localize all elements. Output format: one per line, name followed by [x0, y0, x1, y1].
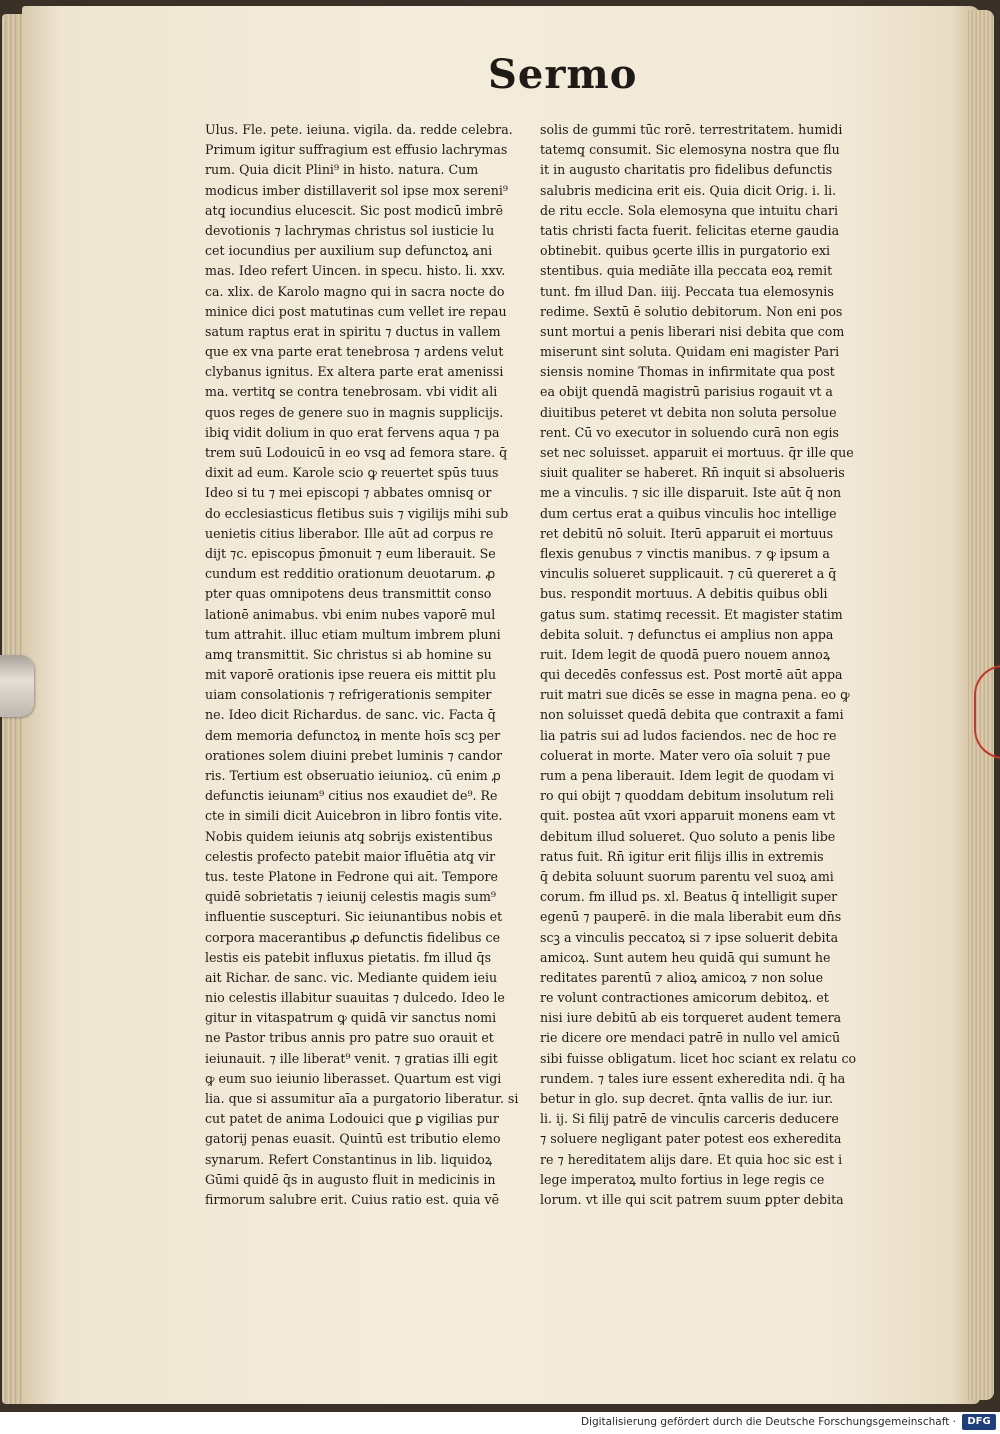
text-line: reditates parentū ⁊ alioꝝ amicoꝝ ⁊ non solue	[540, 969, 824, 985]
red-margin-mark	[974, 665, 1000, 759]
text-line: sibi fuisse obligatum. licet hoc sciant ex relatu co	[540, 1050, 857, 1066]
text-line: ꝙ eum suo ieiunio liberasset. Quartum est vigi	[205, 1070, 502, 1086]
text-line: lege imperatoꝝ multo fortius in lege regis ce	[540, 1171, 825, 1187]
text-line: lationē animabus. vbi enim nubes vaporē mul	[205, 606, 496, 622]
text-line: mas. Ideo refert Uincen. in specu. histo. li. xxv.	[205, 263, 506, 279]
text-line: tus. teste Platone in Fedrone qui ait. Tempore	[205, 868, 498, 884]
text-line: rundem. ⁊ tales iure essent exheredita ndi. q̄ ha	[540, 1070, 846, 1086]
text-line: trem suū Lodouicū in eo vsq̧ ad femora stare. q̄	[205, 445, 508, 460]
text-line: quit. postea aūt vxori apparuit monens eam vt	[540, 808, 836, 824]
text-line: ibiq̧ vidit dolium in quo erat fervens aqua ⁊ pa	[205, 424, 500, 440]
text-line: siuit qualiter se haberet. Rn̄ inquit si absolueris	[540, 465, 845, 481]
text-line: miserunt sint soluta. Quidam eni magister Pari	[540, 344, 840, 360]
text-line: Gūmi quidē q̄s in augusto fluit in medicinis in	[205, 1171, 496, 1187]
left-text-column	[205, 120, 527, 1210]
text-line: redime. Sextū ē solutio debitorum. Non eni pos	[540, 303, 843, 319]
text-line: set nec soluisset. apparuit ei mortuus. q̄r ille que	[540, 445, 854, 460]
text-line: uenietis citius liberabor. Ille aūt ad corpus re	[205, 525, 494, 541]
text-line: scꝫ a vinculis peccatoꝝ si ⁊ ipse soluerit debita	[540, 929, 839, 945]
text-line: pter quas omnipotens deus transmittit conso	[205, 586, 492, 602]
text-line: li. ij. Si filij patrē de vinculis carceris deducere	[540, 1111, 839, 1127]
text-line: nisi iure debitū ab eis torqueret audent temera	[540, 1010, 842, 1026]
text-line: do ecclesiasticus fletibus suis ⁊ vigilijs mihi sub	[205, 505, 509, 521]
text-line: nio celestis illabitur suauitas ⁊ dulcedo. Ideo le	[205, 990, 505, 1006]
text-line: q̄ debita soluunt suorum parentu vel suoꝝ ami	[540, 868, 834, 884]
text-line: non soluisset quedā debita que contraxit a fami	[540, 707, 844, 723]
text-line: ea obijt quendā magistrū parisius rogauit vt a	[540, 384, 833, 400]
text-line: ris. Tertium est obseruatio ieiunioꝝ. cū enim ꝓ	[205, 768, 501, 783]
text-line: salubris medicina erit eis. Quia dicit Orig. i. li.	[540, 182, 837, 198]
text-line: debita soluit. ⁊ defunctus ei amplius non appa	[540, 626, 834, 642]
text-line: gitur in vitaspatrum ꝙ quidā vir sanctus nomi	[205, 1010, 497, 1026]
text-line: corpora macerantibus ꝓ defunctis fidelibus ce	[205, 929, 501, 945]
text-line: celestis profecto patebit maior īfluētia atq̧ vir	[205, 848, 496, 864]
text-line: ⁊ soluere negligant pater potest eos exheredita	[540, 1131, 842, 1147]
text-line: ro qui obijt ⁊ quoddam debitum insolutum reli	[540, 788, 834, 804]
text-line: ret debitū nō soluit. Iterū apparuit ei mortuus	[540, 525, 834, 541]
text-line: rent. Cū vo executor in soluendo curā non egis	[540, 424, 839, 440]
text-line: betur in glo. sup decret. q̄nta vallis de iur. iur.	[540, 1091, 834, 1106]
text-line: ca. xlix. de Karolo magno qui in sacra nocte do	[205, 283, 505, 299]
text-line: cte in simili dicit Auicebron in libro fontis vite.	[205, 808, 503, 824]
text-line: lia. que si assumitur aīa a purgatorio liberatur. si	[205, 1091, 519, 1106]
text-line: amq̧ transmittit. Sic christus si ab homine su	[205, 646, 492, 662]
text-line: ruit. Idem legit de quodā puero nouem annoꝝ	[540, 646, 831, 662]
text-line: satum raptus erat in spiritu ⁊ ductus in vallem	[205, 323, 501, 339]
dfg-logo: DFG	[962, 1414, 996, 1430]
text-line: devotionis ⁊ lachrymas christus sol iusticie lu	[205, 222, 495, 238]
text-line: corum. fm illud ps. xl. Beatus q̄ intelligit super	[540, 889, 838, 905]
text-line: ne. Ideo dicit Richardus. de sanc. vic. Facta q̄	[205, 707, 496, 723]
text-line: lia patris sui ad ludos faciendos. nec de hoc re	[540, 727, 837, 743]
text-line: orationes solem diuini prebet luminis ⁊ candor	[205, 747, 503, 763]
text-line: Ideo si tu ⁊ mei episcopi ⁊ abbates omnisq̧ or	[205, 485, 492, 501]
text-line: tunt. fm illud Dan. iiij. Peccata tua elemosynis	[540, 283, 834, 299]
text-line: ma. vertitq̧ se contra tenebrosam. vbi vidit ali	[205, 384, 498, 400]
text-line: cundum est redditio orationum deuotarum. ꝓ	[205, 566, 496, 582]
text-line: modicus imber distillaverit sol ipse mox sereni⁹	[205, 182, 508, 198]
text-line: bus. respondit mortuus. A debitis quibus obli	[540, 586, 828, 602]
text-line: tatemq̧ consumit. Sic elemosyna nostra que flu	[540, 142, 840, 158]
text-line: rie dicere ore mendaci patrē in nullo vel amicū	[540, 1030, 841, 1046]
text-line: influentie suscepturi. Sic ieiunantibus nobis et	[205, 909, 503, 925]
text-line: atq̧ iocundius elucescit. Sic post modicū imbrē	[205, 202, 504, 218]
text-line: tum attrahit. illuc etiam multum imbrem pluni	[205, 626, 501, 642]
text-line: ruit matri sue dicēs se esse in magna pena. eo ꝙ	[540, 687, 850, 703]
text-line: quos reges de genere suo in magnis supplicijs.	[205, 404, 504, 420]
text-line: mit vaporē orationis ipse reuera eis mittit plu	[205, 667, 497, 683]
text-line: lestis eis patebit influxus pietatis. fm illud q̄s	[205, 949, 492, 965]
text-line: clybanus ignitus. Ex altera parte erat amenissi	[205, 364, 504, 380]
text-line: gatorij penas euasit. Quintū est tributio elemo	[205, 1131, 501, 1147]
text-line: it in augusto charitatis pro fidelibus defunctis	[540, 162, 833, 178]
text-line: ne Pastor tribus annis pro patre suo orauit et	[205, 1030, 494, 1046]
text-line: qui decedēs confessus est. Post mortē aūt appa	[540, 667, 843, 683]
text-line: re ⁊ hereditatem alijs dare. Et quia hoc sic est i	[540, 1151, 843, 1167]
text-line: debitum illud solueret. Quo soluto a penis libe	[540, 828, 836, 844]
running-header-title: Sermo	[488, 51, 638, 98]
text-line: flexis genubus ⁊ vinctis manibus. ⁊ ꝙ ipsum a	[540, 545, 830, 561]
right-text-column	[540, 120, 872, 1210]
page-clip	[0, 655, 34, 717]
text-line: dum certus erat a quibus vinculis hoc intellige	[540, 505, 837, 521]
text-line: ratus fuit. Rn̄ igitur erit filijs illis in extremis	[540, 848, 824, 864]
text-line: cet iocundius per auxilium sup defunctoꝝ ani	[205, 243, 493, 259]
text-line: obtinebit. quibus ꝯcerte illis in purgatorio exi	[540, 243, 831, 259]
text-line: re volunt contractiones amicorum debitoꝝ. et	[540, 990, 829, 1006]
text-line: siensis nomine Thomas in infirmitate qua post	[540, 364, 835, 380]
text-line: que ex vna parte erat tenebrosa ⁊ ardens velut	[205, 344, 504, 360]
text-line: coluerat in morte. Mater vero oīa soluit ⁊ pue	[540, 747, 831, 763]
text-line: amicoꝝ. Sunt autem heu quidā qui sumunt he	[540, 949, 831, 965]
text-line: Nobis quidem ieiunis atq̧ sobrijs existentibus	[205, 828, 493, 844]
text-line: Primum igitur suffragium est effusio lachrymas	[205, 142, 508, 158]
text-line: cut patet de anima Lodouici que ꝑ vigilias pur	[205, 1111, 499, 1127]
text-line: minice dici post matutinas cum vellet ire repau	[205, 303, 507, 319]
text-line: de ritu eccle. Sola elemosyna que intuitu chari	[540, 202, 839, 218]
text-line: solis de gummi tūc rorē. terrestritatem. humidi	[540, 122, 843, 137]
text-line: synarum. Refert Constantinus in lib. liquidoꝝ	[205, 1151, 493, 1167]
text-line: me a vinculis. ⁊ sic ille disparuit. Iste aūt q̄ non	[540, 485, 842, 501]
text-line: dijt ⁊c. episcopus p̄monuit ⁊ eum liberauit. Se	[205, 545, 496, 561]
text-line: stentibus. quia mediāte illa peccata eoꝝ remit	[540, 263, 833, 279]
text-line: ait Richar. de sanc. vic. Mediante quidem ieiu	[205, 969, 498, 985]
text-line: tatis christi facta fuerit. felicitas eterne gaudia	[540, 222, 840, 238]
text-line: gatus sum. statimq̧ recessit. Et magister statim	[540, 606, 843, 622]
text-line: rum a pena liberauit. Idem legit de quodam vi	[540, 768, 835, 783]
text-line: sunt mortui a penis liberari nisi debita que com	[540, 323, 845, 339]
text-line: dixit ad eum. Karole scio ꝙ reuertet spūs tuus	[205, 465, 499, 481]
text-line: rum. Quia dicit Plini⁹ in histo. natura. Cum	[205, 162, 479, 178]
text-line: Ulus. Fle. pete. ieiuna. vigila. da. redde celebra.	[205, 122, 513, 137]
text-line: defunctis ieiunam⁹ citius nos exaudiet de⁹. Re	[205, 788, 498, 804]
text-line: uiam consolationis ⁊ refrigerationis sempiter	[205, 687, 492, 703]
text-line: firmorum salubre erit. Cuius ratio est. quia vē	[205, 1191, 500, 1207]
text-line: vinculis solueret supplicauit. ⁊ cū quereret a q̄	[540, 566, 837, 582]
text-line: diuitibus peteret vt debita non soluta persolue	[540, 404, 837, 420]
text-line: quidē sobrietatis ⁊ ieiunij celestis magis sum⁹	[205, 889, 496, 905]
footer-credit: Digitalisierung gefördert durch die Deutsche Forschungsgemeinschaft ·	[580, 1416, 956, 1428]
text-line: egenū ⁊ pauperē. in die mala liberabit eum dn̄s	[540, 909, 842, 925]
text-line: lorum. vt ille qui scit patrem suum ꝑpter debita	[540, 1191, 844, 1207]
text-line: dem memoria defunctoꝝ in mente hoīs scꝫ per	[205, 727, 501, 743]
text-line: ieiunauit. ⁊ ille liberat⁹ venit. ⁊ gratias illi egit	[205, 1050, 498, 1066]
